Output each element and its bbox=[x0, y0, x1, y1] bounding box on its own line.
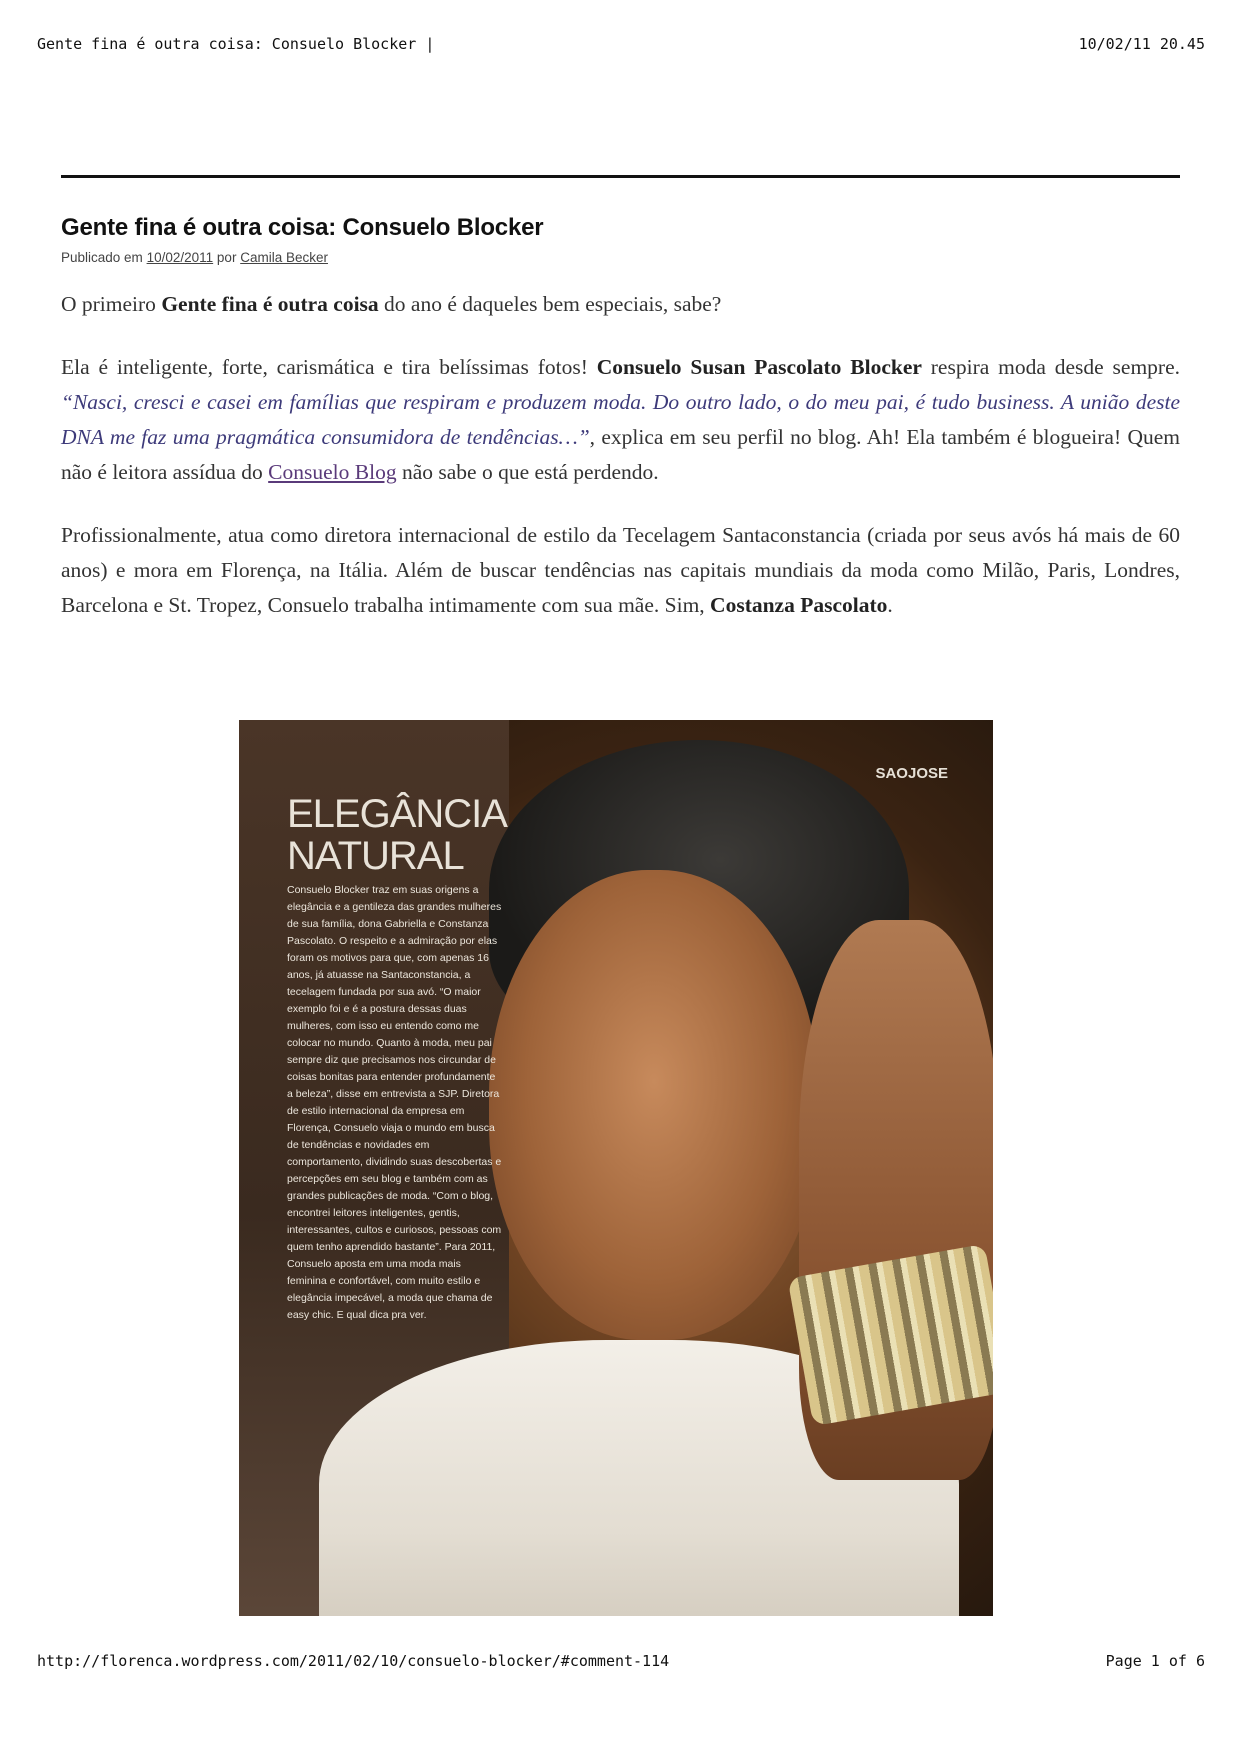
profile-quote: “Nasci, cresci e casei em famílias que respiram e produzem moda. Do outro lado, o do meu pai, é tudo business. A união deste DNA me faz uma pragmática consumidora de tendências…” bbox=[61, 390, 1180, 449]
print-page-number: Page 1 of 6 bbox=[1105, 1652, 1205, 1670]
print-footer bbox=[37, 1652, 1205, 1670]
author-link[interactable]: Camila Becker bbox=[240, 250, 328, 265]
header-divider bbox=[61, 175, 1180, 178]
post-date-link[interactable]: 10/02/2011 bbox=[146, 250, 214, 265]
magazine-heading: ELEGÂNCIA NATURAL bbox=[287, 792, 507, 878]
series-name: Gente fina é outra coisa bbox=[161, 292, 379, 316]
consuelo-blog-link[interactable]: Consuelo Blog bbox=[268, 460, 397, 484]
paragraph-intro: O primeiro Gente fina é outra coisa do ano é daqueles bem especiais, sabe? bbox=[61, 292, 722, 316]
article bbox=[61, 214, 1180, 623]
paragraph-profile: Ela é inteligente, forte, carismática e tira belíssimas fotos! Consuelo Susan Pascolato Blocker respira moda desde sempre. “Nasci, cresci e casei em famílias que respiram e produzem moda. Do outro lado, o do meu pai, é tudo business. A união deste DNA me faz uma pragmática consumidora de tendências…”, explica em seu perfil no blog. Ah! Ela também é blogueira! Quem não é leitora assídua do Consuelo Blog não sabe o que está perdendo. bbox=[61, 355, 1180, 484]
print-datetime: 10/02/11 20.45 bbox=[1078, 35, 1205, 53]
published-label: Publicado em bbox=[61, 250, 143, 265]
paragraph-career: Profissionalmente, atua como diretora internacional de estilo da Tecelagem Santaconstancia (criada por seus avós há mais de 60 anos) e mora em Florença, na Itália. Além de buscar tendências nas capitais mundiais da moda como Milão, Paris, Londres, Barcelona e St. Tropez, Consuelo trabalha intimamente com sua mãe. Sim, Costanza Pascolato. bbox=[61, 523, 1180, 617]
post-meta bbox=[61, 250, 1180, 265]
post-title: Gente fina é outra coisa: Consuelo Blocker bbox=[61, 214, 544, 241]
magazine-caption: Consuelo Blocker traz em suas origens a elegância e a gentileza das grandes mulheres de sua família, dona Gabriella e Constanza Pascolato. O respeito e a admiração por elas foram os motivos para que, com apenas 16 anos, já atuasse na Santaconstancia, a tecelagem fundada por sua avó. “O maior exemplo foi e é a postura dessas duas mulheres, com isso eu entendo como me colocar no mundo. Quanto à moda, meu pai sempre diz que precisamos nos circundar de coisas bonitas para entender profundamente a beleza”, disse em entrevista a SJP. Diretora de estilo internacional da empresa em Florença, Consuelo viaja o mundo em busca de tendências e novidades em comportamento, dividindo suas descobertas e percepções em seu blog e também com as grandes publicações de moda. “Com o blog, encontrei leitores inteligentes, gentis, interessantes, cultos e curiosos, pessoas com quem tenho aprendido bastante”. Para 2011, Consuelo aposta em uma moda mais feminina e confortável, com muito estilo e elegância impecável, a moda que chama de easy chic. E qual dica pra ver. bbox=[287, 884, 502, 1321]
photo-face bbox=[489, 870, 819, 1340]
magazine-photo bbox=[239, 720, 993, 1616]
print-page-title: Gente fina é outra coisa: Consuelo Blocker | bbox=[37, 35, 435, 53]
by-label: por bbox=[216, 250, 237, 265]
magazine-brand: SAOJOSE bbox=[875, 765, 948, 782]
print-url: http://florenca.wordpress.com/2011/02/10/consuelo-blocker/#comment-114 bbox=[37, 1652, 670, 1670]
mother-name: Costanza Pascolato bbox=[710, 593, 888, 617]
print-header bbox=[37, 35, 1205, 53]
full-name: Consuelo Susan Pascolato Blocker bbox=[596, 355, 922, 379]
